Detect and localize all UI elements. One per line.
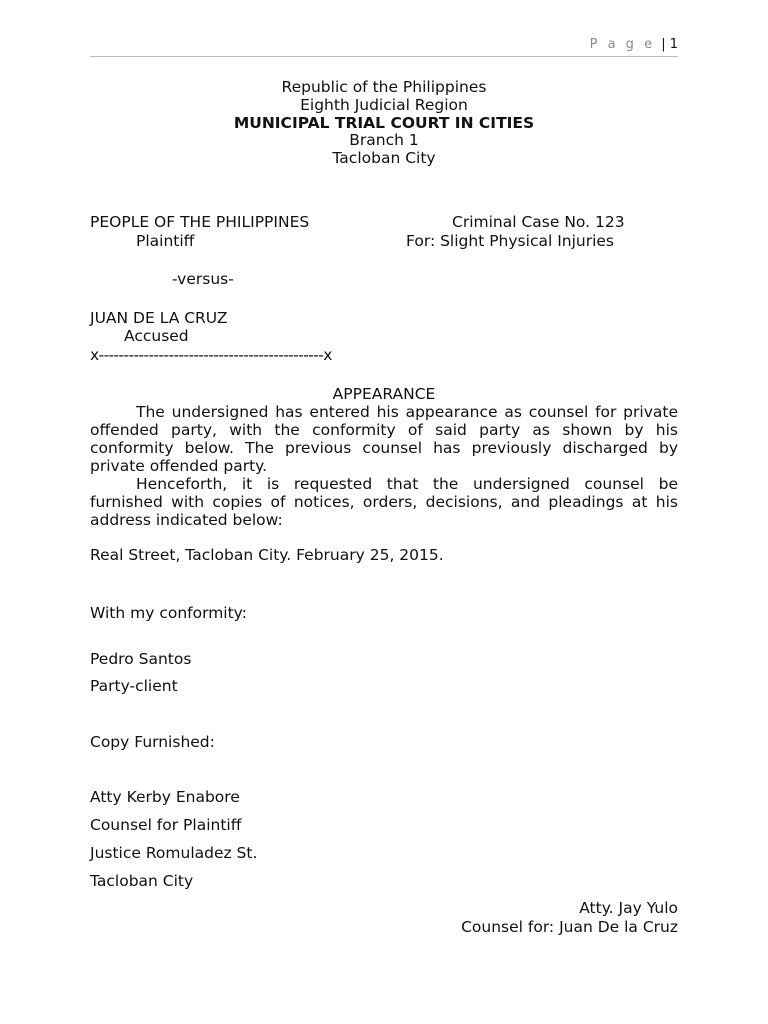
caption-region: Eighth Judicial Region [300, 95, 468, 114]
copy-furnished-city: Tacloban City [90, 872, 194, 890]
place-and-date: Real Street, Tacloban City. February 25, 2015. [90, 546, 444, 564]
paragraph-request: Henceforth, it is requested that the undersigned counsel be furnished with copies of notices, orders, decisions, and pleadings at his address indicated below: [90, 475, 678, 529]
caption-separator: x---------------------------------------------x [90, 346, 332, 364]
copy-furnished-label: Copy Furnished: [90, 733, 215, 751]
caption-city: Tacloban City [332, 149, 436, 168]
conformity-label: With my conformity: [90, 604, 247, 622]
caption-republic: Republic of the Philippines [281, 78, 487, 96]
case-offense: For: Slight Physical Injuries [406, 232, 615, 250]
conformity-name: Pedro Santos [90, 650, 192, 668]
page-number: | 1 [661, 37, 678, 52]
court-caption [90, 79, 678, 168]
caption-branch: Branch 1 [349, 131, 419, 150]
conformity-role: Party-client [90, 677, 178, 695]
caption-court: MUNICIPAL TRIAL COURT IN CITIES [233, 113, 535, 132]
page-label: P a g e [589, 37, 656, 52]
versus-label: -versus- [172, 270, 234, 288]
header-divider [90, 56, 678, 57]
plaintiff-name: PEOPLE OF THE PHILIPPINES [90, 213, 310, 231]
page-number-header [590, 36, 678, 54]
case-number: Criminal Case No. 123 [452, 213, 625, 231]
document-title: APPEARANCE [332, 385, 436, 403]
copy-furnished-name: Atty Kerby Enabore [90, 788, 240, 806]
accused-role: Accused [124, 327, 189, 345]
accused-name: JUAN DE LA CRUZ [90, 309, 228, 327]
copy-furnished-role: Counsel for Plaintiff [90, 816, 242, 834]
signature-role: Counsel for: Juan De la Cruz [461, 918, 678, 936]
plaintiff-role: Plaintiff [136, 232, 195, 250]
copy-furnished-street: Justice Romuladez St. [90, 844, 258, 862]
signature-name: Atty. Jay Yulo [579, 899, 678, 917]
paragraph-appearance: The undersigned has entered his appearance as counsel for private offended party, with the conformity of said party as shown by his conformity below. The previous counsel has previously discharged by private offended party. [90, 403, 678, 475]
